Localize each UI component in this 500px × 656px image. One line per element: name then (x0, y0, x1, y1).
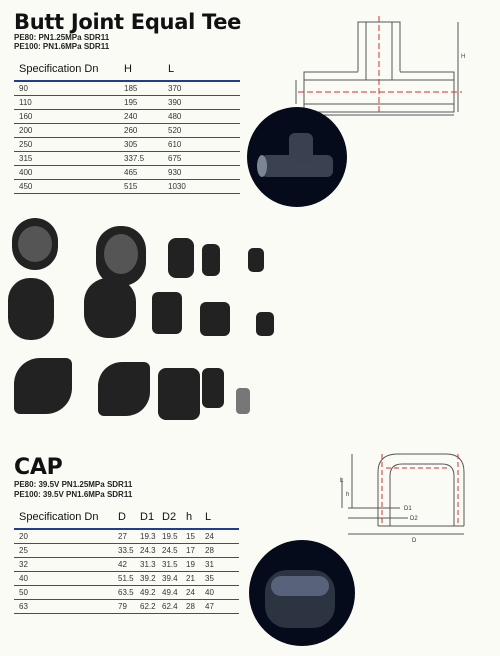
col-header-l: L (205, 506, 239, 529)
table-cell: 675 (168, 152, 240, 166)
table-cell: 40 (205, 586, 239, 600)
cap-title: CAP (14, 455, 63, 480)
table-cell: 90 (14, 81, 124, 96)
cap-dim-h-label: h (346, 492, 350, 498)
table-row (14, 180, 240, 194)
table-cell: 25 (14, 544, 118, 558)
table-cell: 50 (14, 586, 118, 600)
table-cell: 305 (124, 138, 168, 152)
table-cell: 35 (205, 572, 239, 586)
table-cell: 39.2 (140, 572, 162, 586)
table-cell: 195 (124, 96, 168, 110)
col-header-d1: D1 (140, 506, 162, 529)
table-cell: 315 (14, 152, 124, 166)
tee-spec-table (14, 58, 240, 194)
table-cell: 185 (124, 81, 168, 96)
table-cell: 400 (14, 166, 124, 180)
table-cell: 24 (186, 586, 205, 600)
tee-title: Butt Joint Equal Tee (14, 10, 242, 34)
table-row (14, 544, 239, 558)
table-row (14, 96, 240, 110)
table-row (14, 138, 240, 152)
table-cell: 450 (14, 180, 124, 194)
table-cell: 480 (168, 110, 240, 124)
table-row (14, 600, 239, 614)
cap-product-photo (249, 540, 355, 646)
table-cell: 21 (186, 572, 205, 586)
table-cell: 20 (14, 529, 118, 544)
table-row (14, 110, 240, 124)
table-cell: 28 (205, 544, 239, 558)
table-cell: 79 (118, 600, 140, 614)
table-cell: 49.4 (162, 586, 186, 600)
table-cell: 520 (168, 124, 240, 138)
cap-spec-table (14, 506, 239, 614)
table-cell: 390 (168, 96, 240, 110)
table-cell: 930 (168, 166, 240, 180)
table-cell: 15 (186, 529, 205, 544)
table-row (14, 152, 240, 166)
tee-technical-drawing (292, 14, 464, 116)
table-cell: 370 (168, 81, 240, 96)
cap-dim-d1-label: D1 (404, 506, 412, 512)
table-cell: 31 (205, 558, 239, 572)
table-cell: 250 (14, 138, 124, 152)
table-cell: 24.5 (162, 544, 186, 558)
col-header-h: h (186, 506, 205, 529)
table-row (14, 586, 239, 600)
table-cell: 28 (186, 600, 205, 614)
col-header-d: D (118, 506, 140, 529)
fittings-product-photo (0, 212, 300, 442)
tee-pe100-spec: PE100: PN1.6MPa SDR11 (14, 42, 110, 51)
table-row (14, 558, 239, 572)
table-cell: 62.2 (140, 600, 162, 614)
table-cell: 32 (14, 558, 118, 572)
table-cell: 31.5 (162, 558, 186, 572)
table-cell: 51.5 (118, 572, 140, 586)
table-header-row (14, 58, 240, 81)
table-row (14, 529, 239, 544)
table-cell: 40 (14, 572, 118, 586)
table-cell: 63.5 (118, 586, 140, 600)
col-header-l: L (168, 58, 240, 81)
table-cell: 47 (205, 600, 239, 614)
table-cell: 42 (118, 558, 140, 572)
table-cell: 63 (14, 600, 118, 614)
table-cell: 337.5 (124, 152, 168, 166)
cap-pe80-spec: PE80: 39.5V PN1.25MPa SDR11 (14, 480, 133, 489)
table-cell: 33.5 (118, 544, 140, 558)
cap-pe100-spec: PE100: 39.5V PN1.6MPa SDR11 (14, 490, 133, 499)
table-cell: 160 (14, 110, 124, 124)
table-cell: 1030 (168, 180, 240, 194)
table-cell: 19.5 (162, 529, 186, 544)
table-cell: 31.3 (140, 558, 162, 572)
table-row (14, 572, 239, 586)
table-cell: 24.3 (140, 544, 162, 558)
cap-dim-d2-label: D2 (410, 516, 418, 522)
table-row (14, 81, 240, 96)
col-header-spec: Specification Dn (14, 58, 124, 81)
table-cell: 24 (205, 529, 239, 544)
col-header-d2: D2 (162, 506, 186, 529)
table-cell: 240 (124, 110, 168, 124)
table-cell: 62.4 (162, 600, 186, 614)
table-cell: 610 (168, 138, 240, 152)
col-header-h: H (124, 58, 168, 81)
table-cell: 515 (124, 180, 168, 194)
table-cell: 39.4 (162, 572, 186, 586)
cap-dim-d-label: D (412, 538, 417, 544)
table-cell: 27 (118, 529, 140, 544)
tee-product-photo (247, 107, 347, 207)
table-row (14, 166, 240, 180)
table-cell: 260 (124, 124, 168, 138)
table-cell: 465 (124, 166, 168, 180)
table-cell: 200 (14, 124, 124, 138)
table-cell: 17 (186, 544, 205, 558)
table-row (14, 124, 240, 138)
cap-dim-l-label: L (340, 478, 344, 484)
tee-pe80-spec: PE80: PN1.25MPa SDR11 (14, 33, 110, 42)
table-cell: 19.3 (140, 529, 162, 544)
table-cell: 49.2 (140, 586, 162, 600)
dim-h-label: H (461, 54, 466, 60)
table-cell: 19 (186, 558, 205, 572)
table-header-row (14, 506, 239, 529)
cap-technical-drawing (318, 450, 478, 546)
col-header-spec: Specification Dn (14, 506, 118, 529)
table-cell: 110 (14, 96, 124, 110)
